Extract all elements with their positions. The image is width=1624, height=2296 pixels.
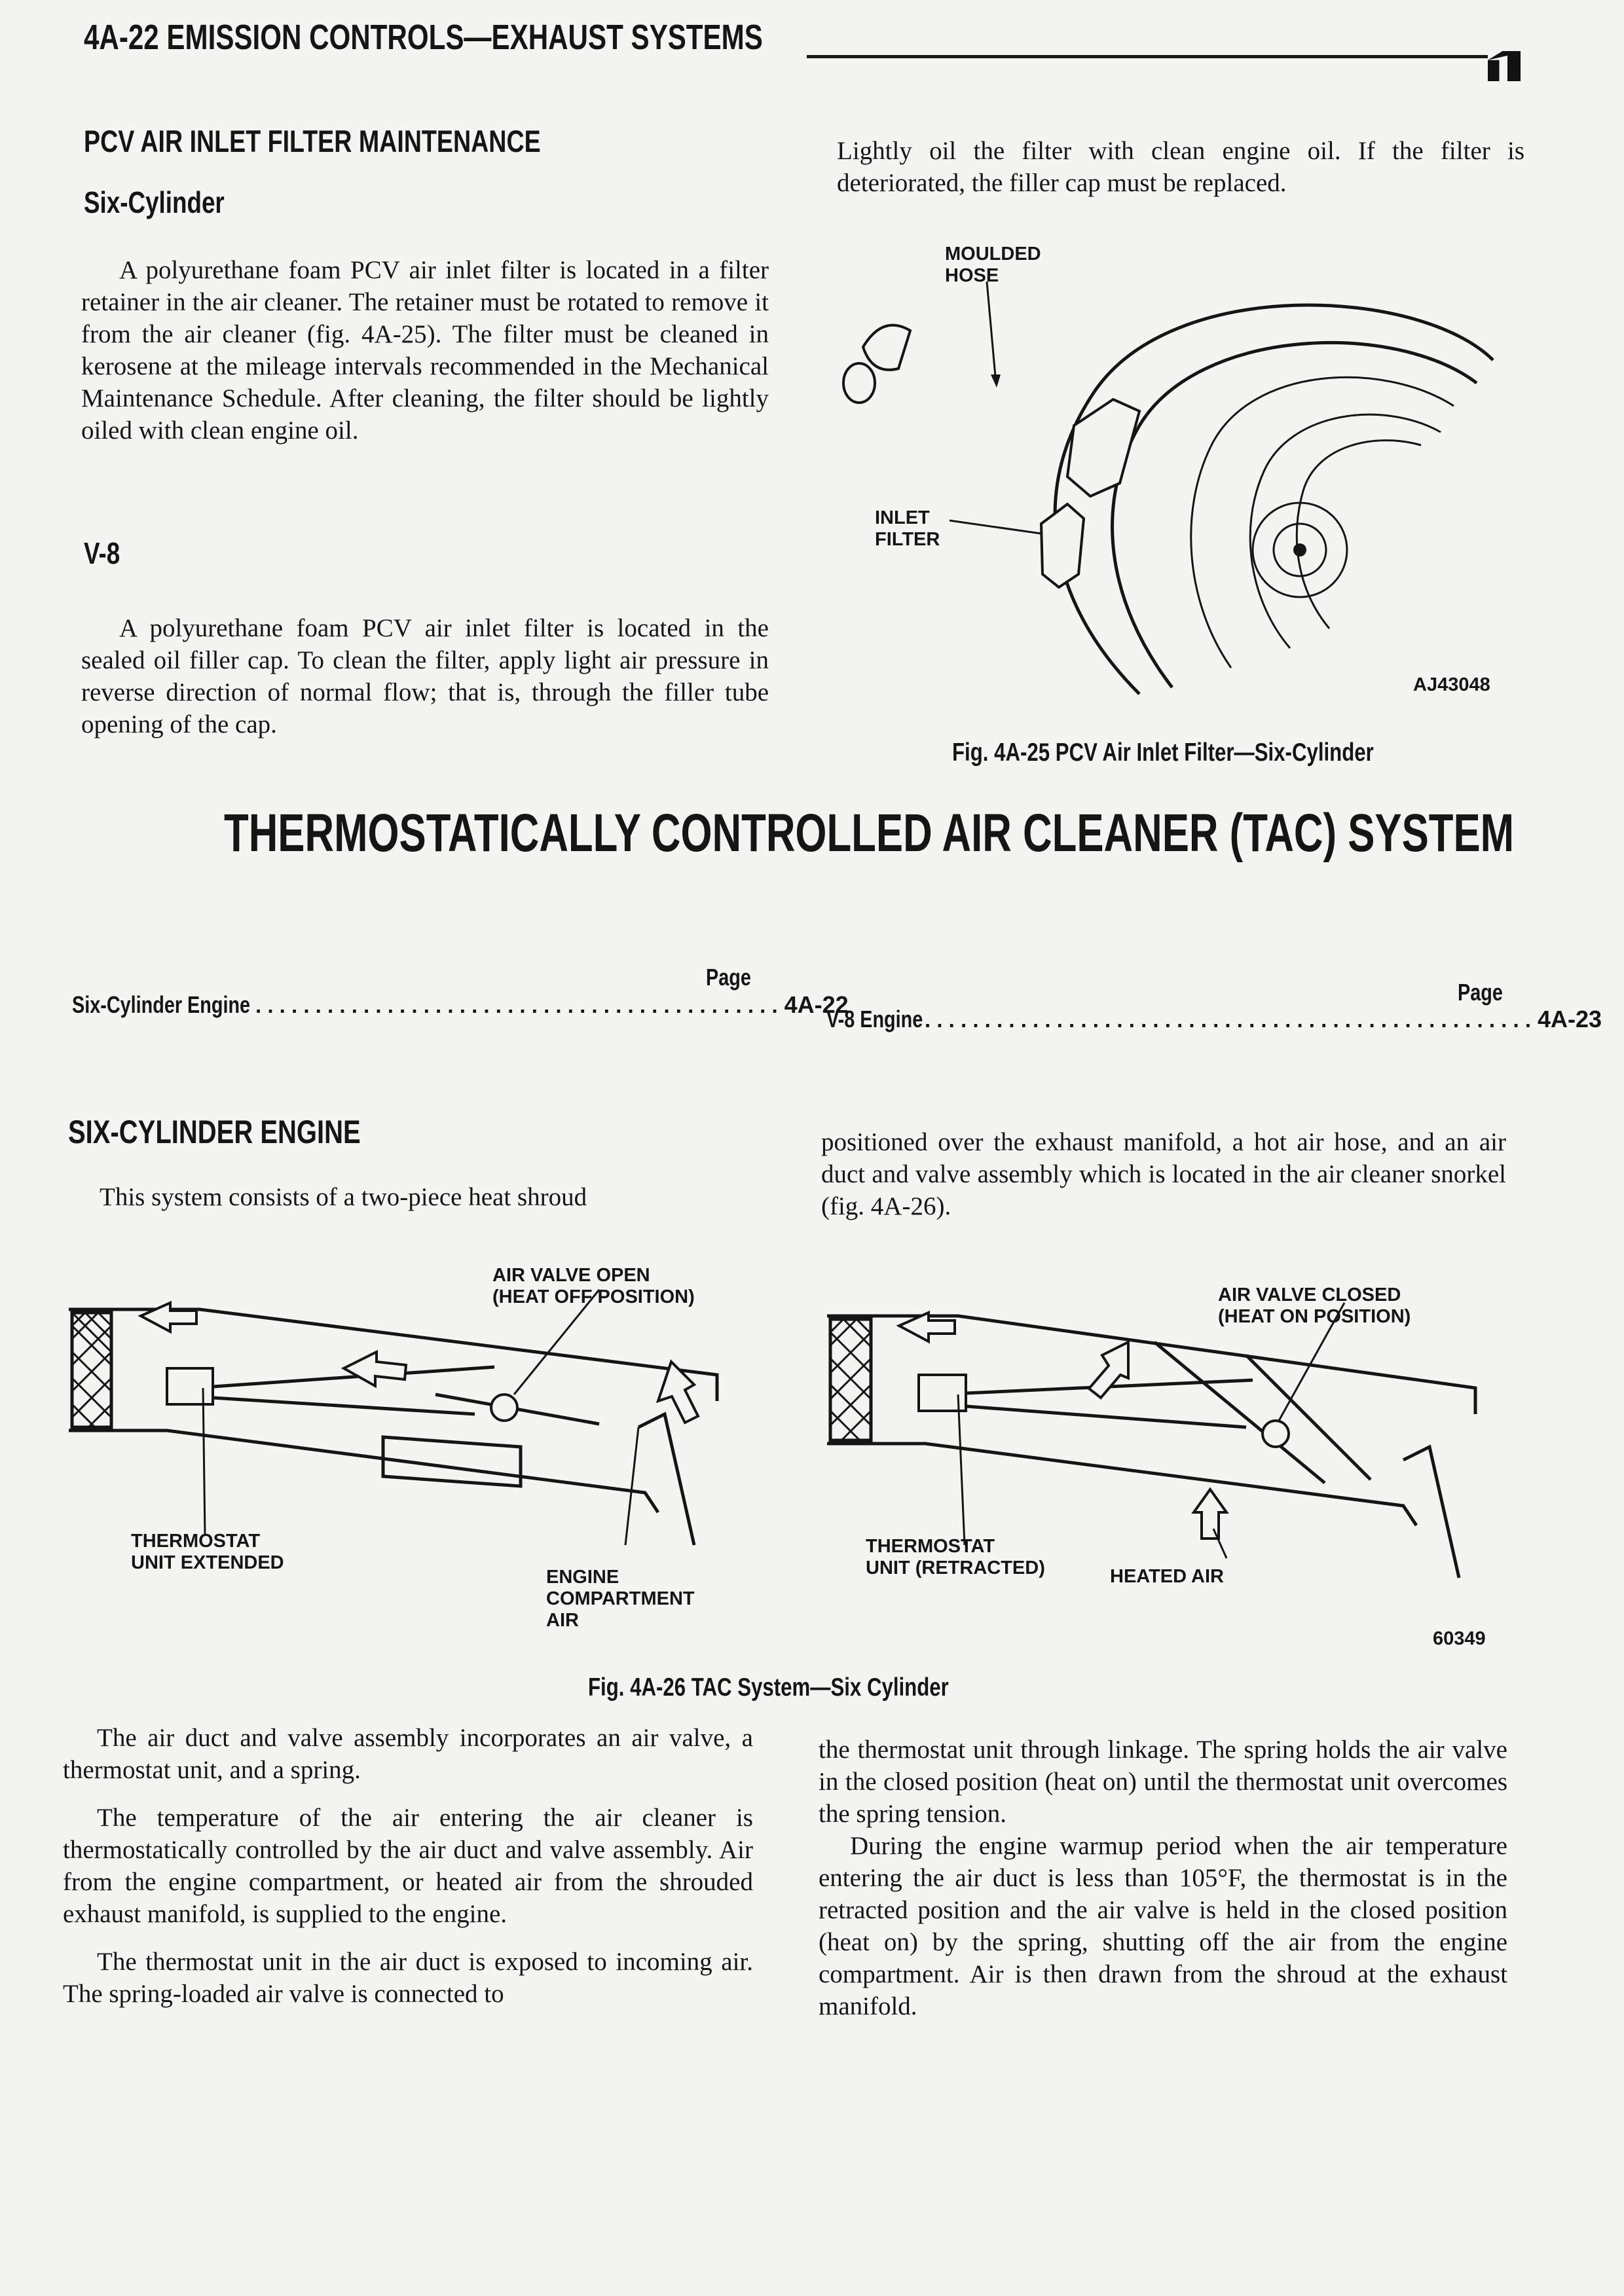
body-left-paragraph-3: The thermostat unit in the air duct is exposed to incoming air. The spring-loaded air valve is connected to — [63, 1948, 753, 2008]
header-rule — [807, 55, 1488, 58]
toc-right-leader: . . . . . . . . . . . . . . . . . . . . . . . . . . . . . . . . . . . . . . . . . . . . . . . . . . . — [925, 1008, 1532, 1032]
pcv-heading: PCV AIR INLET FILTER MAINTENANCE — [84, 124, 541, 158]
toc-page-header-left: Page — [706, 964, 751, 991]
fig-4a-25-code: AJ43048 — [1413, 674, 1490, 695]
pcv-right-paragraph: Lightly oil the filter with clean engine oil. If the filter is deteriorated, the filler cap must be replaced. — [837, 137, 1524, 197]
tac-intro-left: This system consists of a two-piece heat shroud — [100, 1183, 587, 1211]
body-left-paragraph-2: The temperature of the air entering the air cleaner is thermostatically controlled by the air duct and valve assembly. Air from the engine compartment, or heated air from the shrouded exhaust manifold, is supplied to the engine. — [63, 1804, 753, 1928]
label-air-valve-open: AIR VALVE OPEN (HEAT OFF POSITION) — [492, 1265, 695, 1307]
toc-entry-six-cylinder[interactable] — [72, 991, 849, 1019]
fig-4a-26-heat-off-diagram — [69, 1290, 730, 1565]
fig-4a-26-caption: Fig. 4A-26 TAC System—Six Cylinder — [588, 1673, 949, 1702]
toc-entry-v8[interactable] — [826, 1006, 1602, 1033]
body-right-paragraph-2: During the engine warmup period when the air temperature entering the air duct is less than 105°F, the thermostat is in the retracted position and the air valve is held in the closed position (heat on) by the spring, shutting off the air from the engine compartment. Air is then drawn from the shroud at the exhaust manifold. — [819, 1832, 1507, 2020]
label-moulded-hose: MOULDED HOSE — [945, 244, 1041, 286]
toc-page-header-right: Page — [1458, 979, 1503, 1006]
six-cylinder-engine-heading: SIX-CYLINDER ENGINE — [68, 1114, 361, 1150]
toc-left-page: 4A-22 — [784, 991, 849, 1018]
page-number: 4A-22 — [84, 18, 159, 57]
fig-4a-26-code: 60349 — [1433, 1628, 1486, 1649]
label-heated-air: HEATED AIR — [1110, 1566, 1224, 1587]
label-air-valve-closed: AIR VALVE CLOSED (HEAT ON POSITION) — [1218, 1285, 1411, 1327]
toc-right-page: 4A-23 — [1538, 1006, 1602, 1032]
body-right-paragraph-1: the thermostat unit through linkage. The spring holds the air valve in the closed position (heat on) until the thermostat unit overcomes the spring tension. — [819, 1736, 1507, 1828]
tac-heading: THERMOSTATICALLY CONTROLLED AIR CLEANER (TAC) SYSTEM — [224, 803, 1515, 863]
fig-4a-25-caption: Fig. 4A-25 PCV Air Inlet Filter—Six-Cylinder — [952, 738, 1374, 767]
body-left-paragraph-1: The air duct and valve assembly incorporates an air valve, a thermostat unit, and a spring. — [63, 1724, 753, 1784]
label-thermostat-retracted: THERMOSTAT UNIT (RETRACTED) — [866, 1536, 1045, 1578]
label-engine-compartment-air: ENGINE COMPARTMENT AIR — [546, 1567, 695, 1631]
toc-right-label: V-8 Engine — [826, 1006, 923, 1032]
page-header — [84, 17, 763, 58]
section-marker-icon — [1488, 51, 1521, 81]
toc-left-leader: . . . . . . . . . . . . . . . . . . . . . . . . . . . . . . . . . . . . . . . . . . . . — [255, 993, 778, 1017]
pcv-v8-paragraph: A polyurethane foam PCV air inlet filter is located in the sealed oil filler cap. To clean the filter, apply light air pressure in reverse direction of normal flow; that is, through the filler tube opening of the cap. — [81, 614, 769, 738]
toc-left-label: Six-Cylinder Engine — [72, 991, 251, 1018]
label-inlet-filter: INLET FILTER — [875, 507, 940, 550]
six-cylinder-subheading: Six-Cylinder — [84, 185, 225, 219]
fig-4a-25-diagram — [832, 236, 1513, 720]
pcv-six-cylinder-paragraph: A polyurethane foam PCV air inlet filter is located in a filter retainer in the air cleaner. The retainer must be rotated to remove it from the air cleaner (fig. 4A-25). The filter must be cleaned in kerosene at the mileage intervals recommended in the Mechanical Maintenance Schedule. After cleaning, the filter should be lightly oiled with clean engine oil. — [81, 256, 769, 445]
label-thermostat-extended: THERMOSTAT UNIT EXTENDED — [131, 1531, 284, 1573]
header-title: EMISSION CONTROLS—EXHAUST SYSTEMS — [166, 18, 763, 57]
v8-subheading: V-8 — [84, 536, 120, 570]
tac-intro-right: positioned over the exhaust manifold, a hot air hose, and an air duct and valve assembly which is located in the air cleaner snorkel (fig. 4A-26). — [821, 1128, 1506, 1220]
